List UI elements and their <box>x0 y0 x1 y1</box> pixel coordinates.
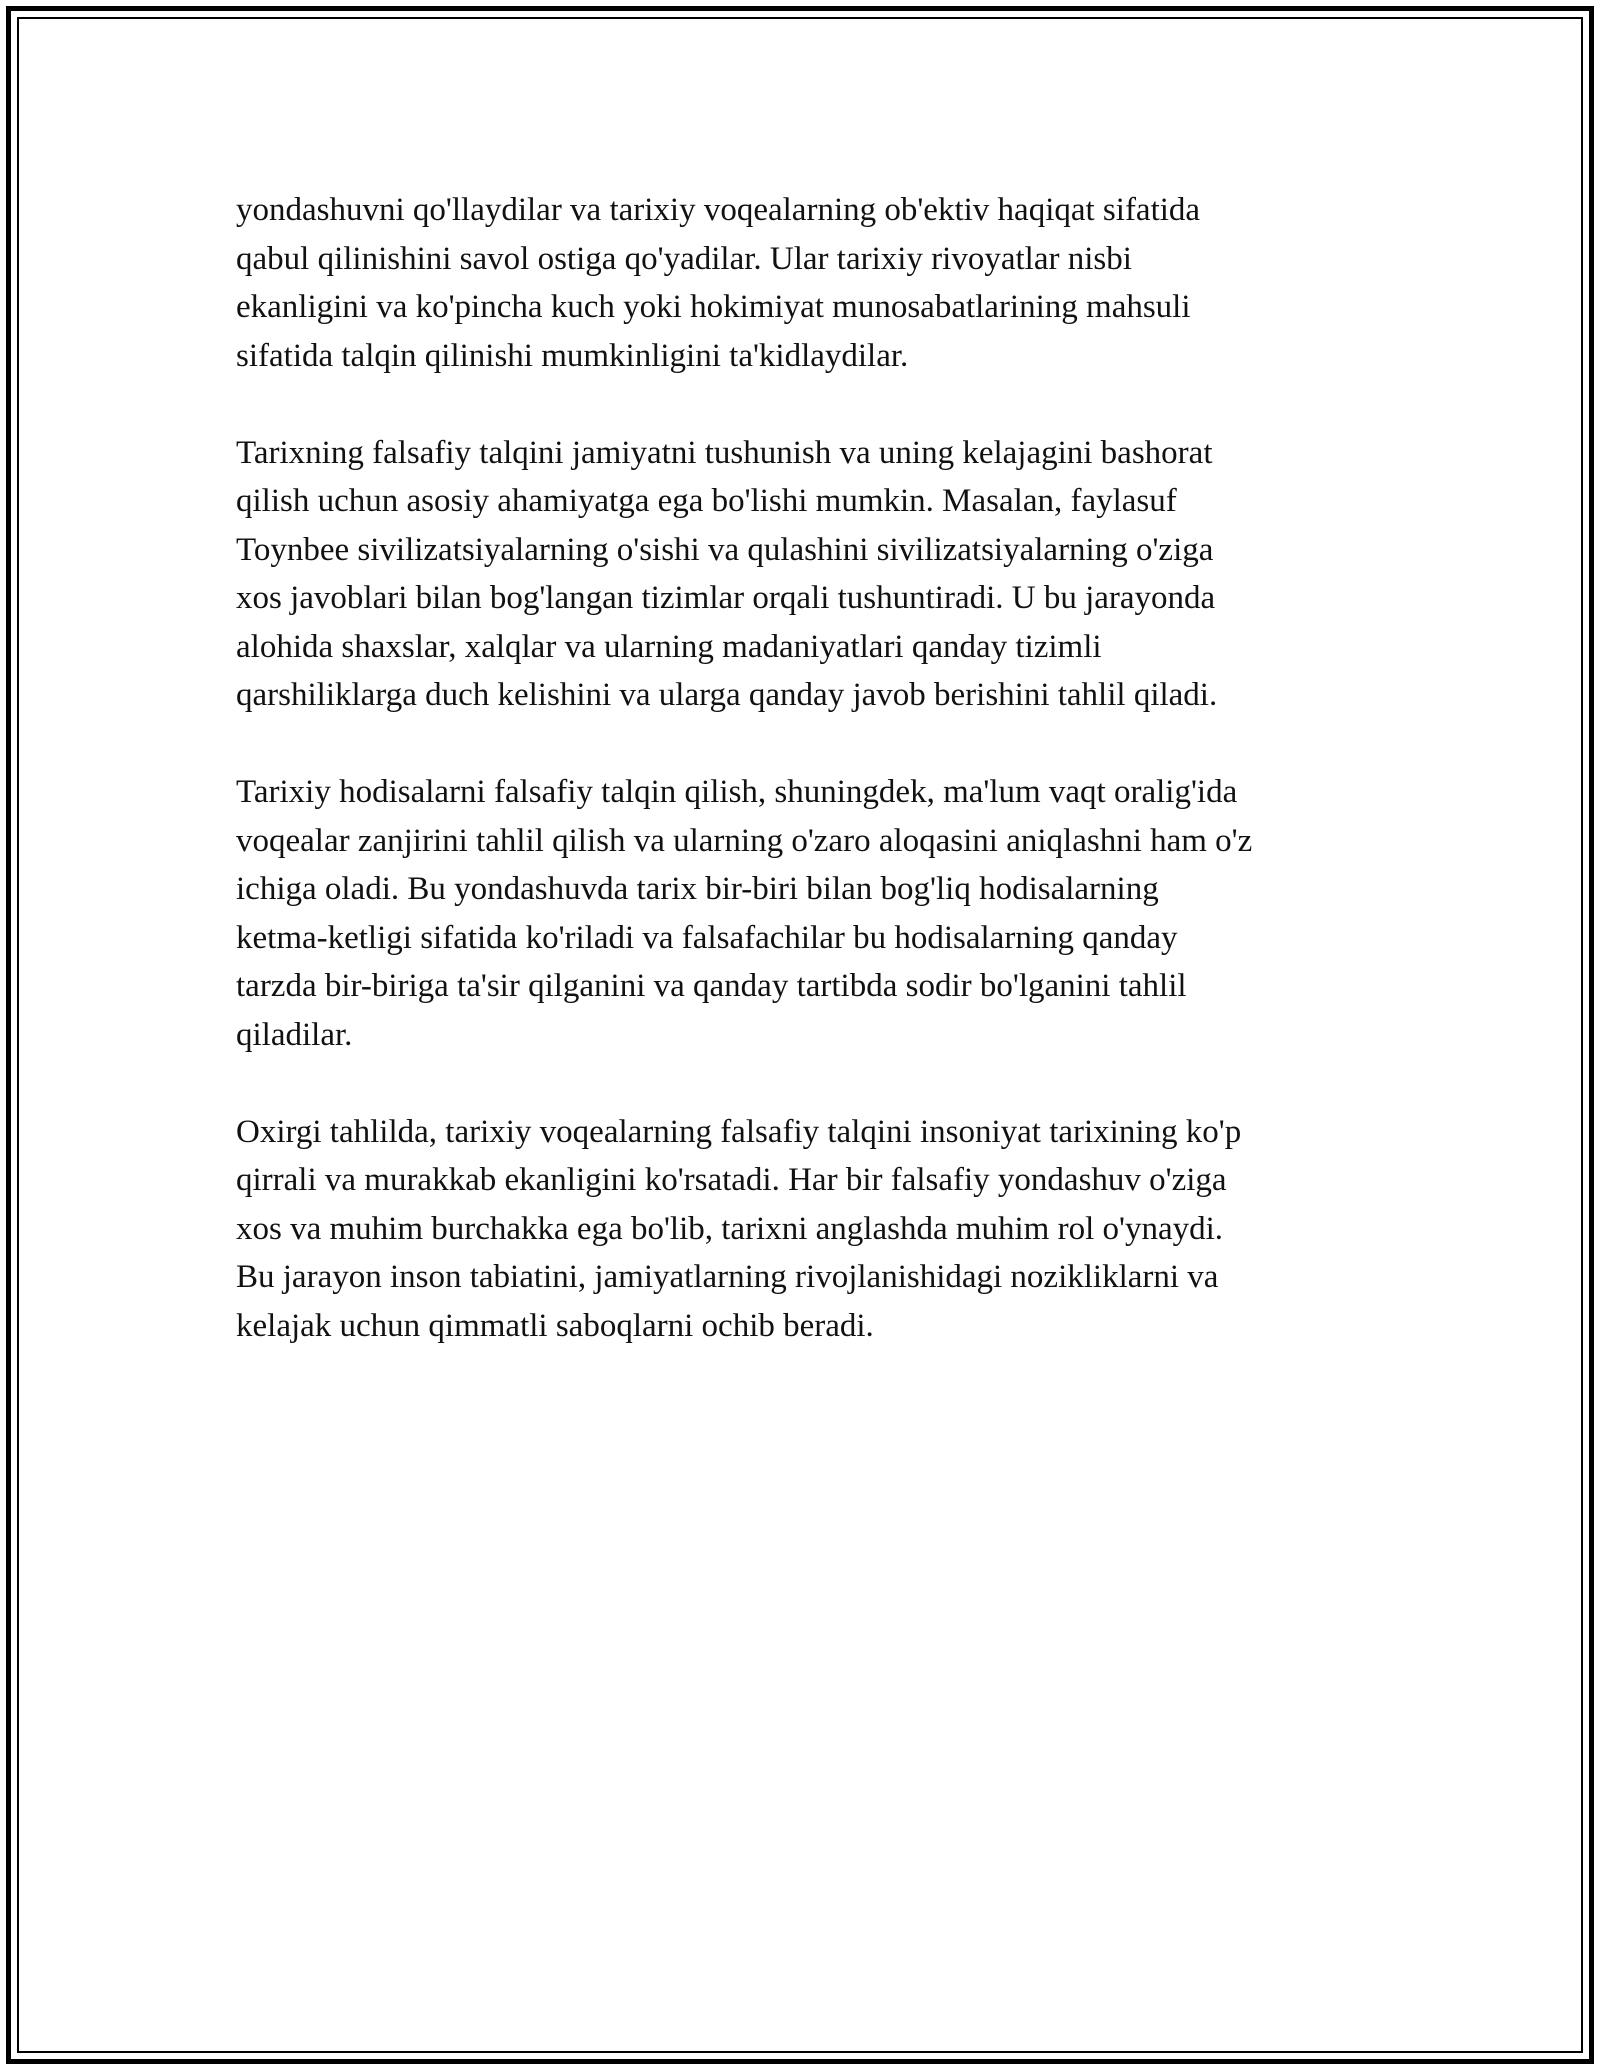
text-line: qarshiliklarga duch kelishini va ularga qanday javob berishini tahlil qiladi. <box>236 677 1218 713</box>
text-line: alohida shaxslar, xalqlar va ularning madaniyatlari qanday tizimli <box>236 628 1102 665</box>
text-line: qabul qilinishini savol ostiga qo'yadilar. Ular tarixiy rivoyatlar nisbi <box>236 240 1132 277</box>
text-line: yondashuvni qo'llaydilar va tarixiy voqealarning ob'ektiv haqiqat sifatida <box>236 192 1201 228</box>
text-line: Tarixning falsafiy talqini jamiyatni tushunish va uning kelajagini bashorat <box>236 434 1213 471</box>
text-line: Toynbee sivilizatsiyalarning o'sishi va qulashini sivilizatsiyalarning o'ziga <box>236 531 1214 568</box>
text-line: voqealar zanjirini tahlil qilish va ularning o'zaro aloqasini aniqlashni ham o'z <box>236 822 1253 859</box>
paragraph-2 <box>236 429 1416 720</box>
text-line: Tarixiy hodisalarni falsafiy talqin qilish, shuningdek, ma'lum vaqt oralig'ida <box>236 774 1238 810</box>
text-line: Bu jarayon inson tabiatini, jamiyatlarning rivojlanishidagi nozikliklarni va <box>236 1259 1219 1295</box>
paragraph-1 <box>236 186 1416 380</box>
text-line: sifatida talqin qilinishi mumkinligini ta'kidlaydilar. <box>236 337 909 374</box>
paragraph-3 <box>236 768 1416 1059</box>
text-line: kelajak uchun qimmatli saboqlarni ochib beradi. <box>236 1307 874 1344</box>
paragraph-4 <box>236 1108 1416 1351</box>
text-line: ketma-ketligi sifatida ko'riladi va falsafachilar bu hodisalarning qanday <box>236 919 1178 956</box>
text-line: Oxirgi tahlilda, tarixiy voqealarning falsafiy talqini insoniyat tarixining ko'p <box>236 1113 1242 1150</box>
text-line: xos javoblari bilan bog'langan tizimlar orqali tushuntiradi. U bu jarayonda <box>236 580 1216 616</box>
document-body <box>236 186 1416 1399</box>
text-line: ekanligini va ko'pincha kuch yoki hokimiyat munosabatlarining mahsuli <box>236 289 1191 325</box>
text-line: qirrali va murakkab ekanligini ko'rsatadi. Har bir falsafiy yondashuv o'ziga <box>236 1162 1227 1198</box>
text-line: qiladilar. <box>236 1016 353 1053</box>
text-line: qilish uchun asosiy ahamiyatga ega bo'lishi mumkin. Masalan, faylasuf <box>236 483 1177 519</box>
text-line: tarzda bir-biriga ta'sir qilganini va qanday tartibda sodir bo'lganini tahlil <box>236 968 1187 1004</box>
text-line: xos va muhim burchakka ega bo'lib, tarixni anglashda muhim rol o'ynaydi. <box>236 1210 1224 1247</box>
text-line: ichiga oladi. Bu yondashuvda tarix bir-biri bilan bog'liq hodisalarning <box>236 871 1159 907</box>
